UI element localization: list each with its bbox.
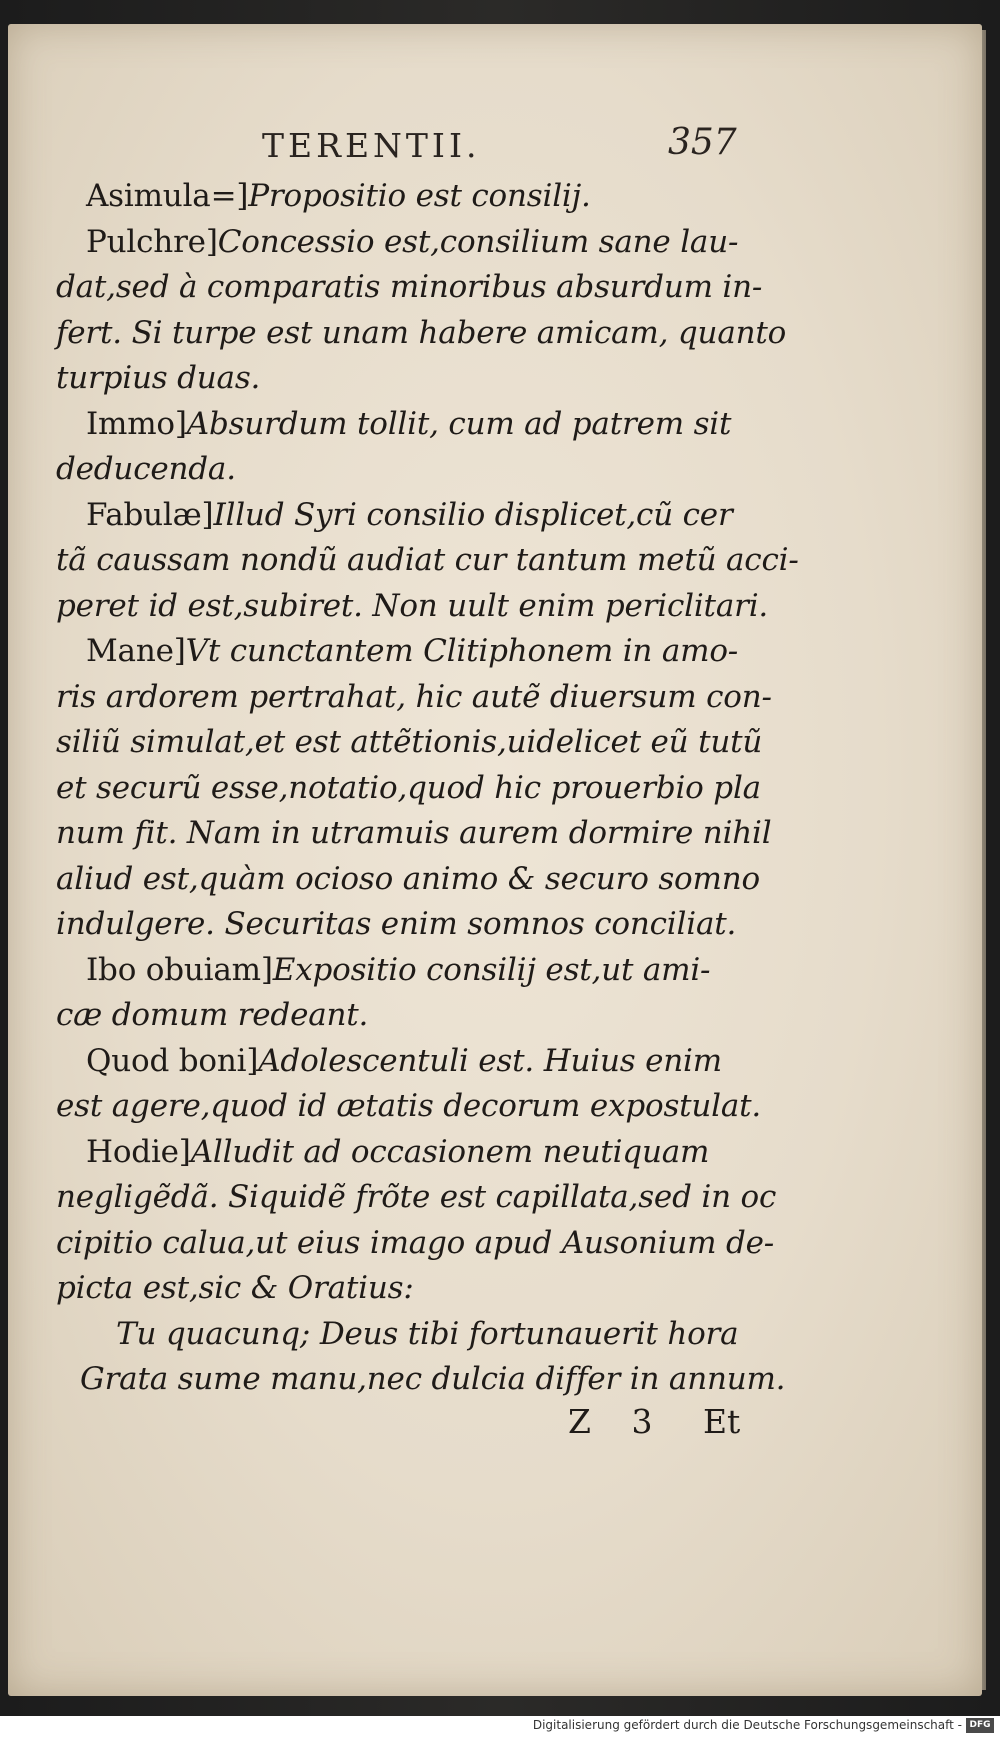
signature-line <box>568 1402 768 1441</box>
line-text: aliud est,quàm ocioso animo & securo somno <box>56 860 760 897</box>
paragraphs <box>56 174 799 1312</box>
line-text: fert. Si turpe est unam habere amicam, quanto <box>56 314 787 351</box>
lemma: Pulchre] <box>86 223 218 260</box>
commentary-line-lemma <box>56 220 746 266</box>
commentary-line <box>56 447 746 493</box>
line-text: est agere,quod id ætatis decorum expostulat. <box>56 1088 762 1124</box>
line-text: Expositio consilij est,ut ami- <box>272 951 711 988</box>
line-text: tã caussam nondũ audiat cur tantum metũ acci- <box>56 542 799 578</box>
line-text: ris ardorem pertrahat, hic autẽ diuersum con- <box>56 678 772 715</box>
running-head: TERENTII. <box>262 126 481 165</box>
verse-line: Grata sume manu,nec dulcia differ in annum. <box>80 1361 786 1397</box>
line-text: Vt cunctantem Clitiphonem in amo- <box>185 633 739 669</box>
commentary-line <box>56 902 746 948</box>
funding-credit: Digitalisierung gefördert durch die Deutsche Forschungsgemeinschaft - <box>532 1718 962 1732</box>
commentary-line <box>56 1175 777 1221</box>
line-text: deducenda. <box>56 451 236 487</box>
signature-mark: Z <box>568 1402 591 1441</box>
line-text: dat,sed à comparatis minoribus absurdum in- <box>56 269 763 305</box>
page-header <box>8 122 982 176</box>
verse-line: Tu quacunq; Deus tibi fortunauerit hora <box>116 1315 739 1352</box>
line-text: Propositio est consilij. <box>248 178 591 214</box>
commentary-line <box>56 356 746 402</box>
line-text: Alludit ad occasionem neutiquam <box>190 1133 710 1170</box>
commentary-line-lemma <box>56 493 746 539</box>
line-text: peret id est,subiret. Non uult enim periclitari. <box>56 587 769 624</box>
lemma: Asimula=] <box>86 178 249 214</box>
lemma: Quod boni] <box>86 1042 259 1079</box>
commentary-line <box>56 265 763 311</box>
lemma: Hodie] <box>86 1133 191 1170</box>
commentary-line-lemma <box>56 629 746 675</box>
signature-number: 3 <box>631 1402 653 1441</box>
line-text: negligẽdã. Siquidẽ frõte est capillata,sed in oc <box>56 1179 777 1215</box>
commentary-line <box>56 1266 746 1312</box>
commentary-line-lemma <box>56 1130 746 1176</box>
commentary-line-lemma <box>56 402 746 448</box>
lemma: Fabulæ] <box>86 496 214 533</box>
commentary-line-lemma <box>56 1039 746 1085</box>
digitization-footer <box>0 1716 1000 1737</box>
commentary-line <box>56 811 772 857</box>
commentary-line <box>56 1084 762 1130</box>
verse-quotation <box>56 1312 786 1403</box>
line-text: turpius duas. <box>56 360 261 396</box>
commentary-line <box>56 720 763 766</box>
line-text: picta est,sic & Oratius: <box>56 1270 414 1306</box>
lemma: Immo] <box>86 405 187 442</box>
commentary-line <box>56 584 769 630</box>
line-text: et securũ esse,notatio,quod hic prouerbio pla <box>56 769 761 806</box>
line-text: indulgere. Securitas enim somnos conciliat. <box>56 906 737 942</box>
commentary-line <box>56 993 746 1039</box>
line-text: siliũ simulat,et est attẽtionis,uidelicet eũ tutũ <box>56 724 763 760</box>
line-text: cæ domum redeant. <box>56 997 369 1033</box>
line-text: Absurdum tollit, cum ad patrem sit <box>186 405 732 442</box>
catchword: Et <box>702 1402 741 1441</box>
commentary-line <box>56 857 760 903</box>
commentary-line <box>56 675 772 721</box>
line-text: cipitio calua,ut eius imago apud Ausonium de- <box>56 1224 775 1261</box>
line-text: num fit. Nam in utramuis aurem dormire nihil <box>56 815 772 851</box>
commentary-line-lemma <box>56 174 746 220</box>
commentary-text <box>56 174 799 1403</box>
commentary-line <box>56 538 799 584</box>
lemma: Mane] <box>86 633 186 669</box>
lemma: Ibo obuiam] <box>86 951 273 988</box>
commentary-line-lemma <box>56 948 746 994</box>
book-page <box>8 24 982 1696</box>
page-number: 357 <box>668 122 737 163</box>
line-text: Adolescentuli est. Huius enim <box>258 1042 722 1079</box>
commentary-line <box>56 766 761 812</box>
commentary-line <box>56 1221 775 1267</box>
line-text: Illud Syri consilio displicet,cũ cer <box>213 496 733 533</box>
commentary-line <box>56 311 787 357</box>
line-text: Concessio est,consilium sane lau- <box>217 223 739 260</box>
dfg-logo: DFG <box>966 1718 994 1733</box>
